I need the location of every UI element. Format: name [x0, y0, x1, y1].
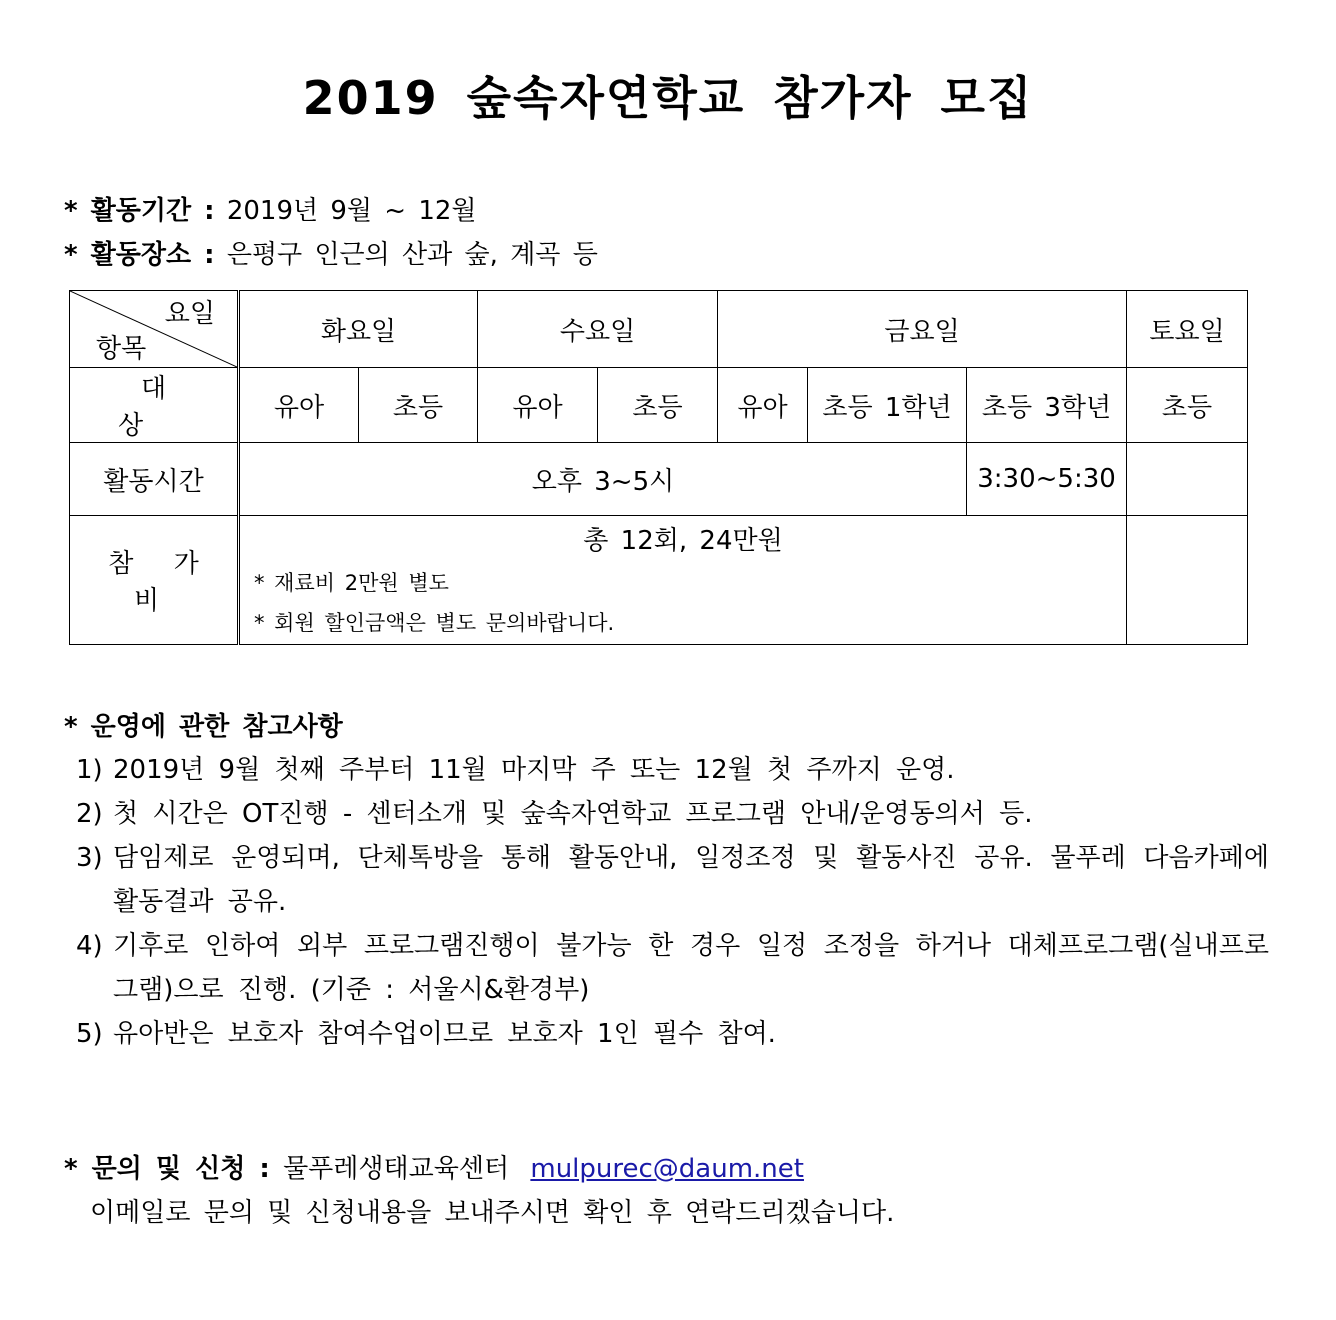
list-item: [76, 792, 1269, 836]
fee-note: * 회원 할인금액은 별도 문의바랍니다.: [254, 610, 615, 635]
corner-item-label: 항목: [96, 334, 147, 364]
table-row: [70, 443, 1248, 516]
notes-title: * 운영에 관한 참고사항: [64, 712, 343, 742]
note-text: 기후로 인하여 외부 프로그램진행이 불가능 한 경우 일정 조정을 하거나 대체프로그램(실내프로그램)으로 진행. (기준 : 서울시&환경부): [113, 931, 1269, 1005]
list-item: [76, 1012, 1269, 1056]
target-cell: 초등: [1127, 368, 1248, 443]
activity-period: [64, 190, 477, 227]
activity-place-label: * 활동장소 :: [64, 240, 215, 270]
day-header-tue: 화요일: [239, 291, 478, 368]
time-empty-cell: [1127, 443, 1248, 516]
table-row: [70, 368, 1248, 443]
target-cell: 유아: [239, 368, 359, 443]
fee-cell: [239, 516, 1127, 645]
activity-period-label: * 활동기간 :: [64, 196, 215, 226]
time-alt-cell: 3:30~5:30: [967, 443, 1127, 516]
day-header-sat: 토요일: [1127, 291, 1248, 368]
target-cell: 초등: [359, 368, 478, 443]
note-text: 유아반은 보호자 참여수업이므로 보호자 1인 필수 참여.: [113, 1019, 776, 1049]
contact-line: [64, 1148, 804, 1185]
fee-empty-cell: [1127, 516, 1248, 645]
note-text: 첫 시간은 OT진행 - 센터소개 및 숲속자연학교 프로그램 안내/운영동의서 등.: [113, 799, 1033, 829]
row-label-fee: 참 가 비: [70, 516, 239, 645]
operation-notes: [64, 706, 1269, 1056]
schedule-table: [69, 290, 1248, 645]
day-header-fri: 금요일: [718, 291, 1127, 368]
note-number: 4): [76, 931, 103, 961]
row-label-time: 활동시간: [70, 443, 239, 516]
page-title: 2019 숲속자연학교 참가자 모집: [302, 71, 1034, 125]
note-text: 2019년 9월 첫째 주부터 11월 마지막 주 또는 12월 첫 주까지 운영.: [113, 755, 955, 785]
target-cell: 유아: [478, 368, 598, 443]
row-label-target: 대 상: [70, 368, 239, 443]
corner-cell: [70, 291, 239, 368]
corner-day-label: 요일: [164, 299, 215, 329]
contact-email-link[interactable]: mulpurec@daum.net: [530, 1154, 804, 1184]
note-text: 담임제로 운영되며, 단체톡방을 통해 활동안내, 일정조정 및 활동사진 공유. 물푸레 다음카페에 활동결과 공유.: [113, 843, 1269, 917]
table-row: [70, 516, 1248, 645]
list-item: [76, 748, 1269, 792]
time-main-cell: 오후 3~5시: [239, 443, 967, 516]
target-cell: 초등 3학년: [967, 368, 1127, 443]
activity-period-value: 2019년 9월 ~ 12월: [226, 196, 477, 226]
contact-note: 이메일로 문의 및 신청내용을 보내주시면 확인 후 연락드리겠습니다.: [90, 1198, 895, 1228]
note-number: 3): [76, 843, 103, 873]
target-cell: 유아: [718, 368, 808, 443]
day-header-wed: 수요일: [478, 291, 718, 368]
activity-place: [64, 234, 598, 271]
target-cell: 초등 1학년: [808, 368, 967, 443]
note-number: 1): [76, 755, 103, 785]
contact-org: 물푸레생태교육센터: [283, 1154, 510, 1184]
note-number: 2): [76, 799, 103, 829]
activity-place-value: 은평구 인근의 산과 숲, 계곡 등: [226, 240, 598, 270]
table-header-row: [70, 291, 1248, 368]
target-cell: 초등: [598, 368, 718, 443]
fee-main: 총 12회, 24만원: [583, 525, 783, 556]
list-item: [76, 924, 1269, 1012]
contact-label: * 문의 및 신청 :: [64, 1154, 270, 1184]
list-item: [76, 836, 1269, 924]
note-number: 5): [76, 1019, 103, 1049]
fee-note: * 재료비 2만원 별도: [254, 570, 449, 595]
